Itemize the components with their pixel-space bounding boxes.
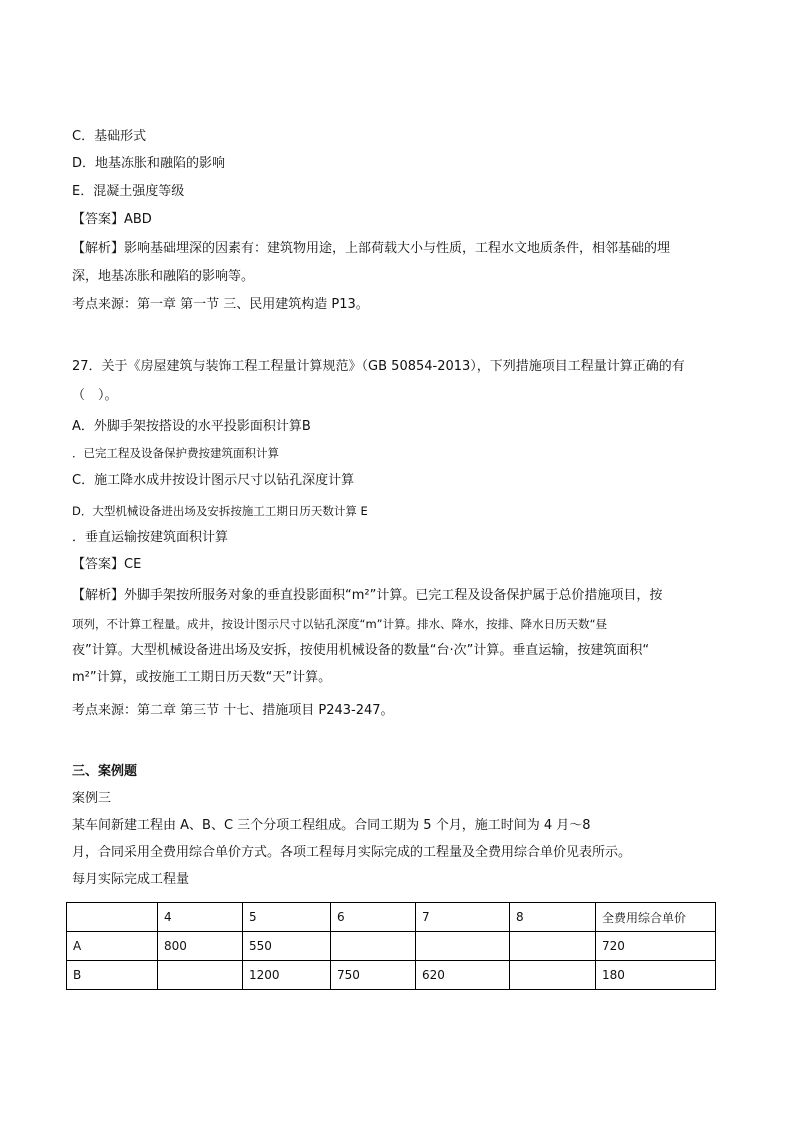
analysis-line: m²”计算，或按施工工期日历天数“天”计算。: [72, 670, 332, 685]
analysis-line: 深，地基冻胀和融陷的影响等。: [72, 269, 255, 284]
table-cell: B: [67, 961, 158, 990]
source-note: 考点来源：第二章 第三节 十七、措施项目 P243-247。: [72, 703, 394, 718]
table-row: [67, 932, 716, 961]
header-cell: 4: [158, 903, 243, 932]
option-e: E．混凝土强度等级: [72, 184, 185, 199]
table-cell: 720: [596, 932, 716, 961]
table-header-row: [67, 903, 716, 932]
table-cell: [510, 961, 596, 990]
case-paragraph: 月，合同采用全费用综合单价方式。各项工程每月实际完成的工程量及全费用综合单价见表所示。: [72, 845, 632, 860]
table-cell: [331, 932, 416, 961]
header-cell: 7: [416, 903, 510, 932]
option-a: A．外脚手架按搭设的水平投影面积计算B: [72, 419, 311, 434]
table-cell: [416, 932, 510, 961]
question-stem: 27．关于《房屋建筑与装饰工程工程量计算规范》（GB 50854-2013），下列措施项目工程量计算正确的有: [72, 359, 685, 374]
option-c: C．施工降水成井按设计图示尺寸以钻孔深度计算: [72, 473, 355, 488]
option-d: D．地基冻胀和融陷的影响: [72, 156, 226, 171]
table-cell: 800: [158, 932, 243, 961]
header-cell: 5: [243, 903, 331, 932]
header-cell: [67, 903, 158, 932]
analysis-line: 夜”计算。大型机械设备进出场及安拆，按使用机械设备的数量“台·次”计算。垂直运输，按建筑面积“: [72, 643, 650, 658]
analysis-line: 【解析】影响基础埋深的因素有：建筑物用途，上部荷载大小与性质，工程水文地质条件，相邻基础的埋: [72, 241, 671, 256]
table-cell: 1200: [243, 961, 331, 990]
case-title: 案例三: [72, 791, 112, 806]
header-cell: 6: [331, 903, 416, 932]
option-e: ．垂直运输按建筑面积计算: [72, 530, 229, 545]
analysis-line: 【解析】外脚手架按所服务对象的垂直投影面积“m²”计算。已完工程及设备保护属于总价措施项目，按: [72, 588, 663, 603]
source-note: 考点来源：第一章 第一节 三、民用建筑构造 P13。: [72, 297, 369, 312]
table-cell: 180: [596, 961, 716, 990]
table-cell: A: [67, 932, 158, 961]
header-cell: 8: [510, 903, 596, 932]
table-cell: 550: [243, 932, 331, 961]
table-row: [67, 961, 716, 990]
workload-table: [66, 902, 716, 990]
table-cell: 750: [331, 961, 416, 990]
table-cell: [158, 961, 243, 990]
analysis-line: 项列，不计算工程量。成井，按设计图示尺寸以钻孔深度“m”计算。排水、降水，按排、降水日历天数“昼: [72, 617, 608, 631]
header-cell: 全费用综合单价: [596, 903, 716, 932]
table-cell: [510, 932, 596, 961]
question-stem: （ ）。: [72, 388, 118, 403]
case-paragraph: 某车间新建工程由 A、B、C 三个分项工程组成。合同工期为 5 个月，施工时间为 4 月～8: [72, 818, 591, 833]
answer: 【答案】ABD: [72, 212, 152, 227]
option-c: C．基础形式: [72, 129, 147, 144]
table-cell: 620: [416, 961, 510, 990]
option-b: ．已完工程及设备保护费按建筑面积计算: [72, 446, 279, 460]
option-d: D．大型机械设备进出场及安拆按施工工期日历天数计算 E: [72, 504, 368, 518]
table-caption: 每月实际完成工程量: [72, 872, 190, 887]
answer: 【答案】CE: [72, 557, 142, 572]
section-heading: 三、案例题: [72, 764, 138, 779]
